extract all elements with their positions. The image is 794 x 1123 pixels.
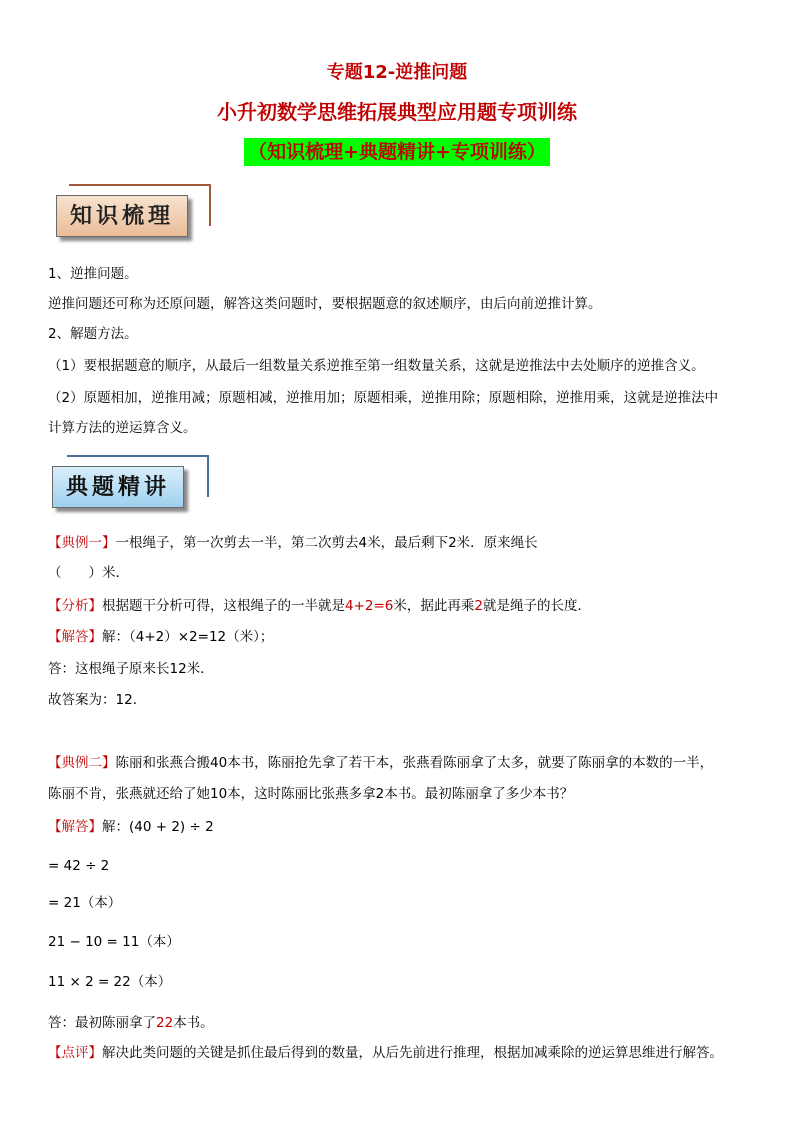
- review-text: 解决此类问题的关键是抓住最后得到的数量，从后先前进行推理，根据加减乘除的逆运算思维进行解答。: [102, 1045, 723, 1061]
- example2-question: [48, 753, 713, 773]
- page-subtitle: 小升初数学思维拓展典型应用题专项训练: [217, 100, 577, 124]
- analysis-text: 根据题干分析可得，这根绳子的一半就是: [102, 598, 345, 614]
- knowledge-p1: 1、逆推问题。: [48, 266, 138, 282]
- badge-label: 典题精讲: [65, 474, 170, 500]
- final-label: 故答案为：: [48, 692, 116, 708]
- example2-review: [48, 1043, 723, 1063]
- solve-text: 解：(40 + 2) ÷ 2: [102, 819, 214, 835]
- review-tag: 【点评】: [48, 1045, 102, 1061]
- answer-post: 本书。: [173, 1015, 214, 1031]
- example1-answer: 答：这根绳子原来长12米．: [48, 661, 214, 677]
- section-badge-examples: [52, 466, 184, 508]
- subtitle-highlight: （知识梳理+典题精讲+专项训练）: [244, 138, 550, 166]
- example1-tag: 【典例一】: [48, 535, 116, 551]
- example2-question-text: 陈丽和张燕合搬40本书，陈丽抢先拿了若干本，张燕看陈丽拿了太多，就要了陈丽拿的本数的一半，: [115, 755, 714, 771]
- example1-blank: （ ）米．: [48, 565, 129, 581]
- knowledge-p3: 2、解题方法。: [48, 326, 138, 342]
- analysis-tag: 【分析】: [48, 598, 102, 614]
- example1-solution: [48, 627, 273, 647]
- solve-tag: 【解答】: [48, 629, 102, 645]
- solve-tag: 【解答】: [48, 819, 102, 835]
- analysis-text2: 米，据此再乘: [393, 598, 475, 614]
- example1-question-text: 一根绳子，第一次剪去一半，第二次剪去4米，最后剩下2米．原来绳长: [115, 535, 538, 551]
- example2-answer: [48, 1013, 214, 1033]
- badge-frame: [69, 184, 211, 226]
- example2-step2: = 21（本）: [48, 895, 122, 911]
- badge-label: 知识梳理: [69, 203, 174, 229]
- knowledge-p5b: 计算方法的逆运算含义。: [48, 420, 197, 436]
- subtitle-highlight-row: [0, 138, 794, 166]
- knowledge-p2: 逆推问题还可称为还原问题，解答这类问题时，要根据题意的叙述顺序，由后向前逆推计算。: [48, 296, 602, 312]
- section-badge-knowledge: [56, 195, 188, 237]
- analysis-num: 2: [474, 598, 483, 614]
- example2-step4: 11 × 2 = 22（本）: [48, 974, 172, 990]
- knowledge-p4: （1）要根据题意的顺序，从最后一组数量关系逆推至第一组数量关系，这就是逆推法中去处顺序的逆推含义。: [48, 358, 705, 374]
- answer-pre: 答：最初陈丽拿了: [48, 1015, 156, 1031]
- example1-analysis: [48, 596, 591, 616]
- solve-text: 解：（4+2）×2=12（米）；: [102, 629, 274, 645]
- example2-question-cont: 陈丽不肯，张燕就还给了她10本，这时陈丽比张燕多拿2本书。最初陈丽拿了多少本书？: [48, 786, 574, 802]
- example2-step1: = 42 ÷ 2: [48, 858, 110, 874]
- knowledge-p5a: （2）原题相加，逆推用减；原题相减，逆推用加；原题相乘，逆推用除；原题相除，逆推用乘，这就是逆推法中: [48, 390, 719, 406]
- example1-question: [48, 533, 538, 553]
- example1-final: [48, 690, 146, 710]
- final-value: 12: [115, 692, 133, 708]
- analysis-text3: 就是绳子的长度．: [482, 598, 591, 614]
- example2-step3: 21 − 10 = 11（本）: [48, 934, 180, 950]
- example2-tag: 【典例二】: [48, 755, 116, 771]
- example2-solution: [48, 817, 214, 837]
- badge-frame: [67, 455, 209, 497]
- answer-num: 22: [156, 1015, 174, 1031]
- final-end: ．: [132, 692, 147, 708]
- page-title: 专题12-逆推问题: [326, 62, 468, 83]
- analysis-calc: 4+2=6: [345, 598, 394, 614]
